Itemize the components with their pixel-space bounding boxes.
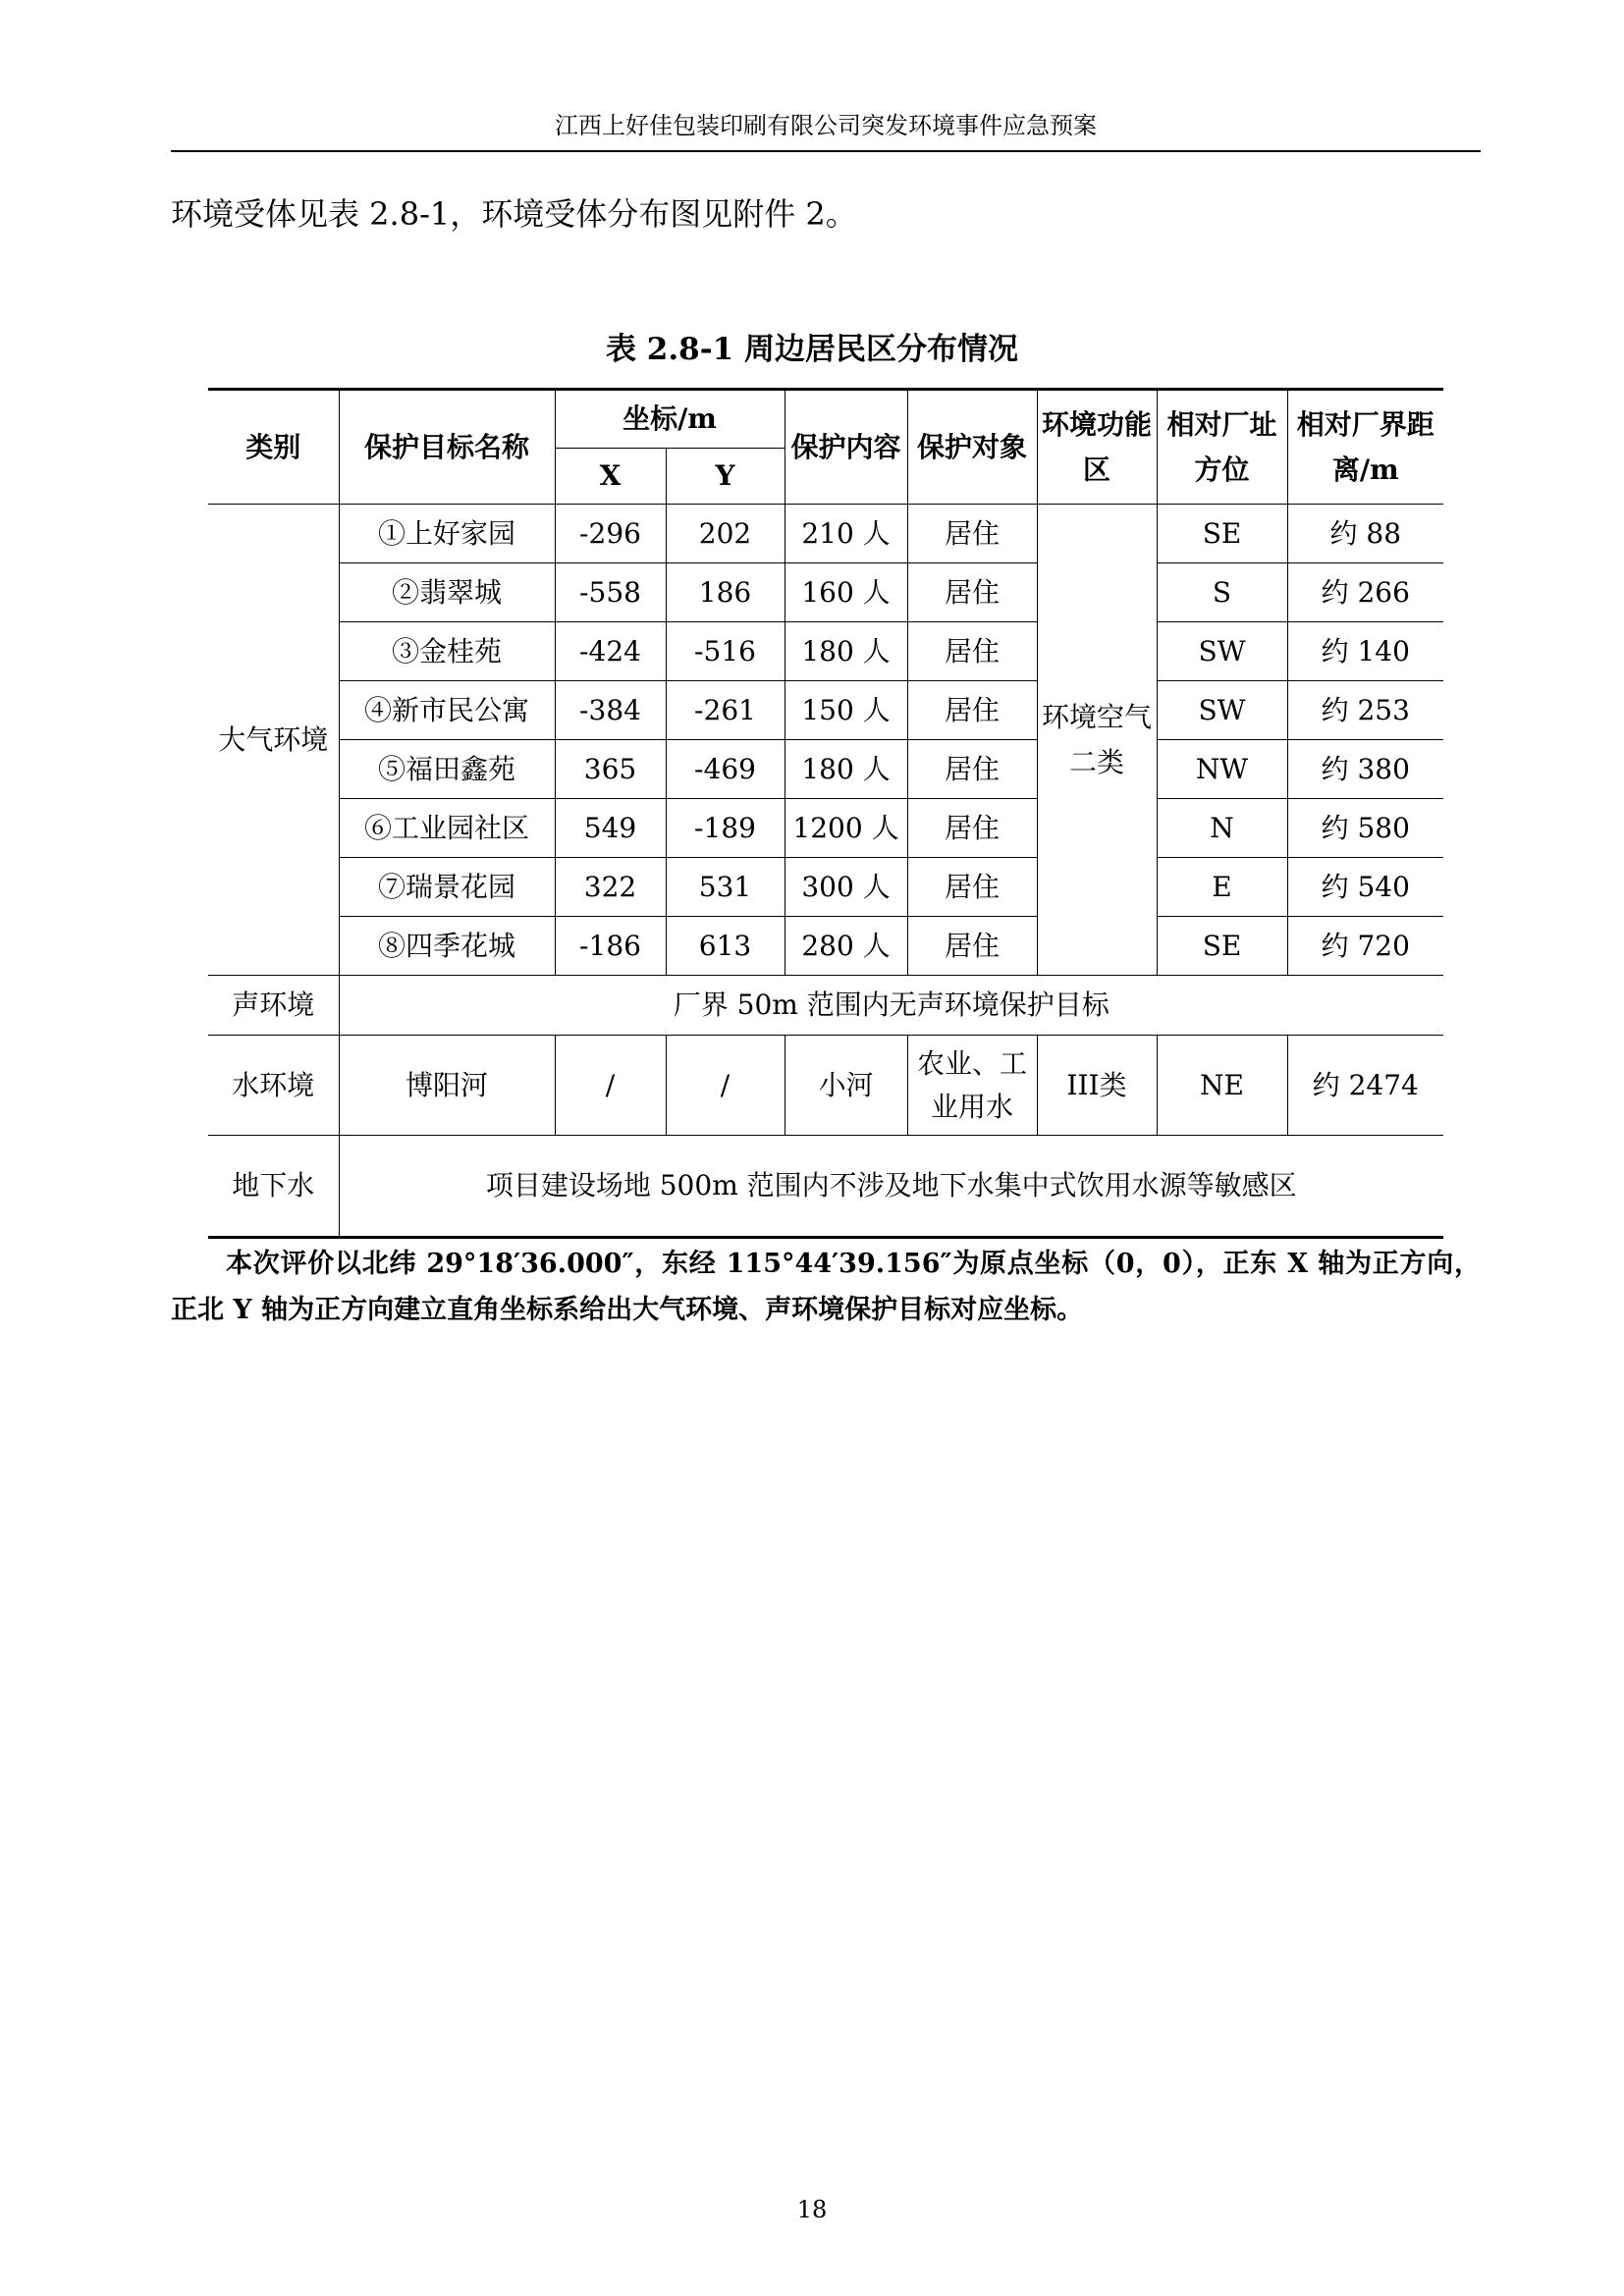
row-object: 居住 — [907, 563, 1037, 622]
row-direction: SE — [1157, 917, 1287, 976]
water-zone: III类 — [1037, 1036, 1157, 1136]
row-name: ⑧四季花城 — [339, 917, 555, 976]
row-distance: 约 720 — [1287, 917, 1443, 976]
row-name: ④新市民公寓 — [339, 681, 555, 740]
header-name: 保护目标名称 — [339, 390, 555, 505]
header-row-1 — [208, 390, 1443, 449]
sound-row — [208, 976, 1443, 1036]
coordinate-note: 本次评价以北纬 29°18′36.000″，东经 115°44′39.156″为原点坐标（0，0），正东 X 轴为正方向，正北 Y 轴为正方向建立直角坐标系给出大气环境、声环境保护目标对应坐标。 — [171, 1249, 1481, 1325]
row-content: 150 人 — [785, 681, 907, 740]
row-direction: S — [1157, 563, 1287, 622]
header-distance: 相对厂界距离/m — [1287, 390, 1443, 505]
row-x: -558 — [555, 563, 666, 622]
groundwater-category: 地下水 — [208, 1136, 339, 1238]
row-name: ⑥工业园社区 — [339, 799, 555, 858]
row-distance: 约 266 — [1287, 563, 1443, 622]
row-direction: N — [1157, 799, 1287, 858]
row-distance: 约 88 — [1287, 505, 1443, 563]
row-content: 160 人 — [785, 563, 907, 622]
row-direction: E — [1157, 858, 1287, 917]
water-distance: 约 2474 — [1287, 1036, 1443, 1136]
row-content: 280 人 — [785, 917, 907, 976]
table-row — [208, 505, 1443, 563]
row-object: 居住 — [907, 505, 1037, 563]
row-y: 186 — [666, 563, 785, 622]
groundwater-row — [208, 1136, 1443, 1238]
water-y: / — [666, 1036, 785, 1136]
row-y: -469 — [666, 740, 785, 799]
table-caption: 表 2.8-1 周边居民区分布情况 — [606, 332, 1018, 367]
table-row — [208, 917, 1443, 976]
header-category: 类别 — [208, 390, 339, 505]
row-x: -424 — [555, 622, 666, 681]
row-name: ①上好家园 — [339, 505, 555, 563]
table-row — [208, 681, 1443, 740]
row-direction: NW — [1157, 740, 1287, 799]
row-x: 322 — [555, 858, 666, 917]
residential-area-table — [208, 388, 1443, 1239]
row-distance: 约 253 — [1287, 681, 1443, 740]
table-row — [208, 563, 1443, 622]
row-content: 180 人 — [785, 622, 907, 681]
row-x: -296 — [555, 505, 666, 563]
row-x: -186 — [555, 917, 666, 976]
header-zone: 环境功能区 — [1037, 390, 1157, 505]
page-number: 18 — [796, 2196, 828, 2223]
header-content: 保护内容 — [785, 390, 907, 505]
table-row — [208, 622, 1443, 681]
sound-category: 声环境 — [208, 976, 339, 1036]
table-row — [208, 858, 1443, 917]
row-distance: 约 140 — [1287, 622, 1443, 681]
water-content: 小河 — [785, 1036, 907, 1136]
row-y: -189 — [666, 799, 785, 858]
sound-text: 厂界 50m 范围内无声环境保护目标 — [339, 976, 1443, 1036]
row-y: 613 — [666, 917, 785, 976]
groundwater-text: 项目建设场地 500m 范围内不涉及地下水集中式饮用水源等敏感区 — [339, 1136, 1443, 1238]
row-content: 180 人 — [785, 740, 907, 799]
header-rule — [171, 150, 1481, 152]
row-object: 居住 — [907, 681, 1037, 740]
row-x: -384 — [555, 681, 666, 740]
row-distance: 约 380 — [1287, 740, 1443, 799]
header-object: 保护对象 — [907, 390, 1037, 505]
row-content: 300 人 — [785, 858, 907, 917]
row-x: 365 — [555, 740, 666, 799]
row-name: ③金桂苑 — [339, 622, 555, 681]
row-object: 居住 — [907, 622, 1037, 681]
row-distance: 约 580 — [1287, 799, 1443, 858]
row-x: 549 — [555, 799, 666, 858]
header-coord: 坐标/m — [555, 390, 785, 449]
row-distance: 约 540 — [1287, 858, 1443, 917]
row-object: 居住 — [907, 740, 1037, 799]
water-row — [208, 1036, 1443, 1136]
header-y: Y — [666, 449, 785, 505]
row-content: 210 人 — [785, 505, 907, 563]
water-direction: NE — [1157, 1036, 1287, 1136]
water-name: 博阳河 — [339, 1036, 555, 1136]
table-row — [208, 740, 1443, 799]
row-y: 202 — [666, 505, 785, 563]
header-direction: 相对厂址方位 — [1157, 390, 1287, 505]
row-direction: SW — [1157, 681, 1287, 740]
row-y: 531 — [666, 858, 785, 917]
row-name: ⑤福田鑫苑 — [339, 740, 555, 799]
row-y: -261 — [666, 681, 785, 740]
air-category: 大气环境 — [208, 505, 339, 976]
row-content: 1200 人 — [785, 799, 907, 858]
water-object: 农业、工业用水 — [907, 1036, 1037, 1136]
row-name: ②翡翠城 — [339, 563, 555, 622]
water-x: / — [555, 1036, 666, 1136]
header-x: X — [555, 449, 666, 505]
row-object: 居住 — [907, 917, 1037, 976]
row-direction: SW — [1157, 622, 1287, 681]
water-category: 水环境 — [208, 1036, 339, 1136]
row-y: -516 — [666, 622, 785, 681]
row-object: 居住 — [907, 858, 1037, 917]
air-zone: 环境空气二类 — [1037, 505, 1157, 976]
table-row — [208, 799, 1443, 858]
intro-paragraph: 环境受体见表 2.8-1，环境受体分布图见附件 2。 — [171, 195, 857, 233]
row-object: 居住 — [907, 799, 1037, 858]
row-name: ⑦瑞景花园 — [339, 858, 555, 917]
row-direction: SE — [1157, 505, 1287, 563]
page-header: 江西上好佳包装印刷有限公司突发环境事件应急预案 — [555, 112, 1097, 139]
